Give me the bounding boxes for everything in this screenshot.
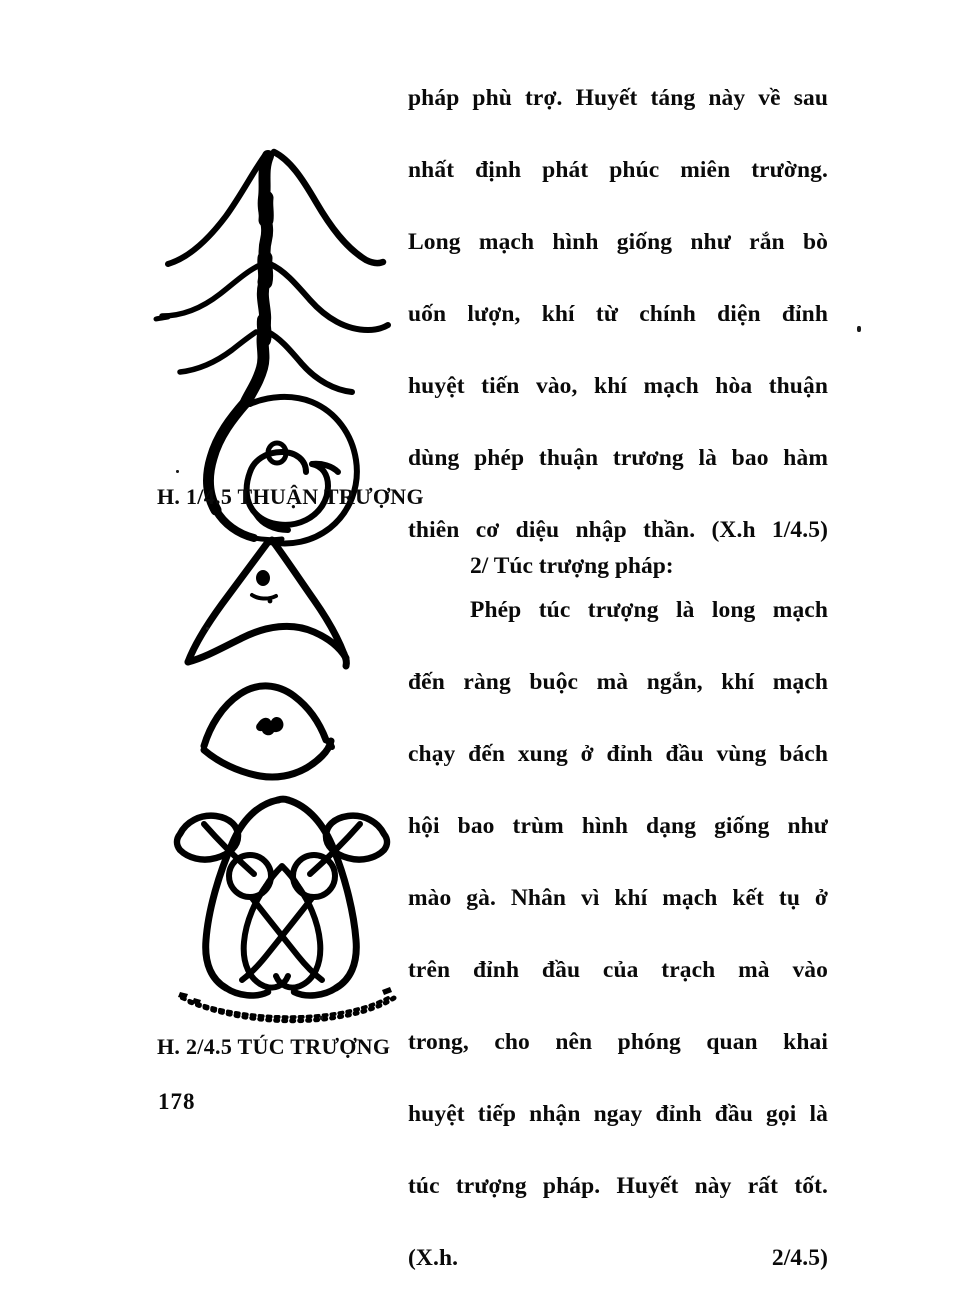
scan-speck [206,627,209,630]
figure-tuc-truong [160,528,420,1013]
text-line: trên đỉnh đầu của trạch mà vào [408,957,828,983]
text-line: thiên cơ diệu nhập thần. (X.h 1/4.5) [408,517,828,543]
text-line: mào gà. Nhân vì khí mạch kết tụ ở [408,885,828,911]
section-heading-label: 2/ Túc trượng pháp: [470,553,674,579]
figure-thuan-truong [150,72,400,497]
section-heading [408,548,828,584]
text-line: trong, cho nên phóng quan khai [408,1029,828,1055]
paragraph-tuc-truong [408,592,828,1312]
text-line: đến ràng buộc mà ngắn, khí mạch [408,669,828,695]
text-line: huyệt tiếp nhận ngay đỉnh đầu gọi là [408,1101,828,1127]
text-line: huyệt tiến vào, khí mạch hòa thuận [408,373,828,399]
text-line: (X.h. 2/4.5) [408,1245,828,1271]
text-line: Long mạch hình giống như rắn bò [408,229,828,255]
text-line: nhất định phát phúc miên trường. [408,157,828,183]
scan-speck [857,326,861,332]
text-line: dùng phép thuận trương là bao hàm [408,445,828,471]
text-line: chạy đến xung ở đỉnh đầu vùng bách [408,741,828,767]
page-number: 178 [158,1089,196,1114]
text-line: hội bao trùm hình dạng giống như [408,813,828,839]
figure-2-caption: H. 2/4.5 TÚC TRƯỢNG [157,1034,391,1059]
text-line: pháp phù trợ. Huyết táng này về sau [408,85,828,111]
scan-speck [176,470,179,473]
scan-speck [320,1016,323,1020]
paragraph-continuation [408,80,828,584]
figure-1-caption: H. 1/4.5 THUẬN TRƯỢNG [157,484,424,509]
text-line: Phép túc trượng là long mạch [470,597,828,623]
text-line: túc trượng pháp. Huyết này rất tốt. [408,1173,828,1199]
text-line: uốn lượn, khí từ chính diện đỉnh [408,301,828,327]
